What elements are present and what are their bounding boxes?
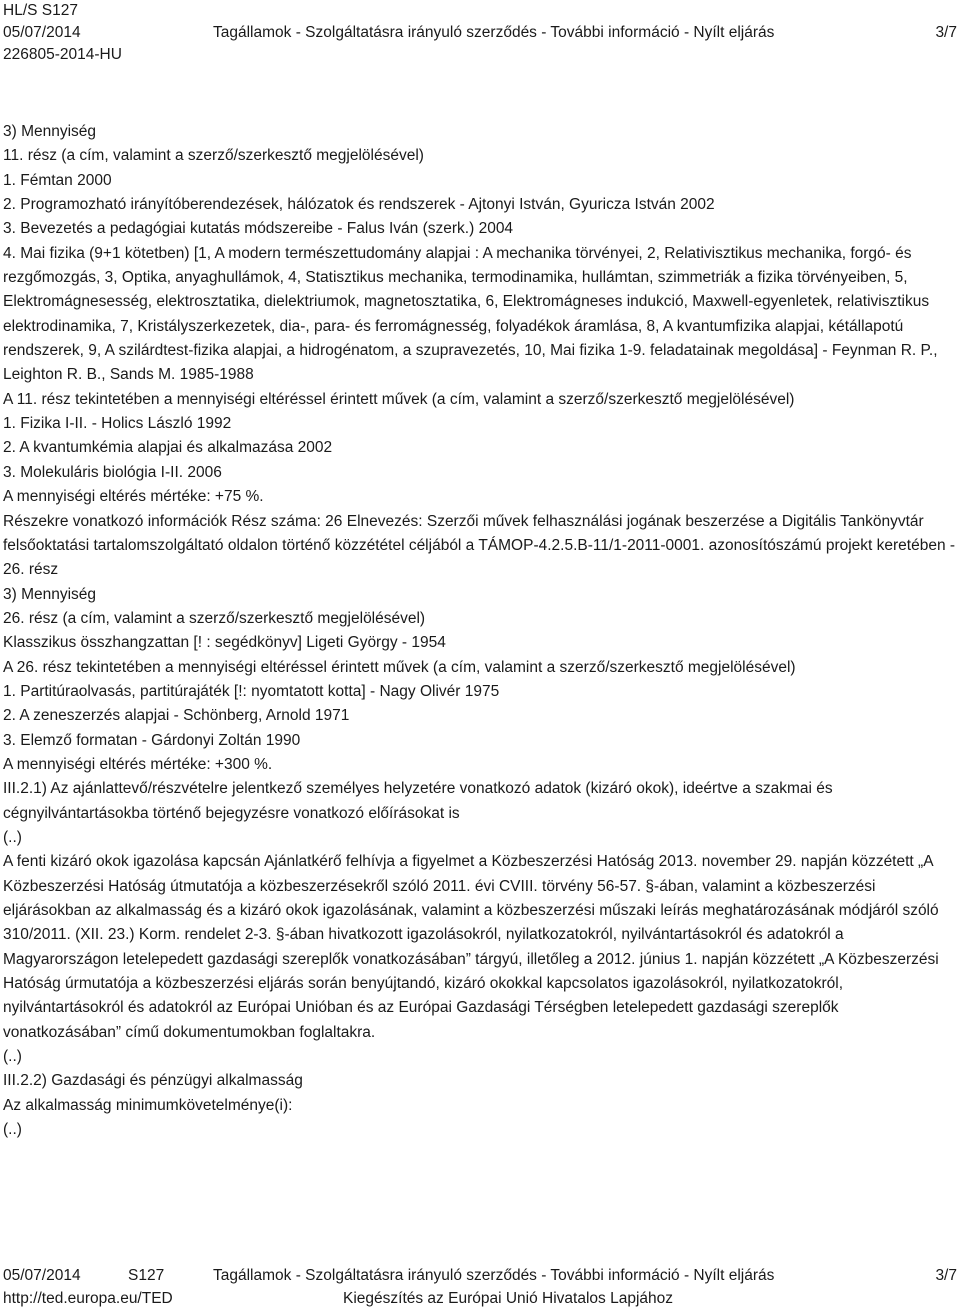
- header-line-3: [3, 44, 957, 66]
- paragraph: (..): [3, 828, 22, 846]
- paragraph: 2. Programozható irányítóberendezések, hálózatok és rendszerek - Ajtonyi István, Gyuricza István 2002: [3, 196, 715, 214]
- paragraph: 1. Fizika I-II. - Holics László 1992: [3, 415, 232, 433]
- footer-url: http://ted.europa.eu/TED: [3, 1290, 173, 1307]
- document-body: [3, 120, 957, 1142]
- paragraph: 3. Bevezetés a pedagógiai kutatás módszereibe - Falus Iván (szerk.) 2004: [3, 220, 514, 238]
- footer-publisher: Kiegészítés az Európai Unió Hivatalos Lapjához: [343, 1290, 673, 1307]
- paragraph: A 26. rész tekintetében a mennyiségi eltéréssel érintett művek (a cím, valamint a szerző/szerkesztő megjelölésével): [3, 658, 796, 676]
- paragraph: (..): [3, 1048, 22, 1066]
- paragraph: 26. rész (a cím, valamint a szerző/szerkesztő megjelölésével): [3, 609, 426, 627]
- paragraph: 3) Mennyiség: [3, 123, 97, 140]
- footer-line-1: [3, 1264, 957, 1287]
- header-line-1: [3, 0, 957, 22]
- paragraph: A fenti kizáró okok igazolása kapcsán Ajánlatkérő felhívja a figyelmet a Közbeszerzési Hatóság 2013. november 29. napján közzétett „A Közbeszerzési Hatóság útmutatója a közbeszerzésekről szóló 2011. évi CVIII. törvény 56-57. §-ában, valamint a közbeszerzési eljárásokban az alkalmasság és a kizáró okok igazolásának, valamint a közbeszerzési műszaki leírás meghatározásának módjáról szóló 310/2011. (XII. 23.) Korm. rendelet 2-3. §-ában hivatkozott igazolásokról, nyilatkozatokról, nyilvántartásokról és adatokról a Magyarországon letelepedett gazdasági szereplők vonatkozásában” tárgyú, illetőleg a 2012. június 1. napján közzétett „A Közbeszerzési Hatóság úrmutatója a közbeszerzési eljárás során benyújtandó, kizáró okokkal kapcsolatos igazolásokról, nyilatkozatokról, nyilvántartásokról és adatokról az Európai Unióban és az Európai Gazdasági Térségben letelepedett gazdasági szereplők vonatkozásában” című dokumentumokban foglaltakra.: [3, 853, 939, 1041]
- header-line-2: [3, 22, 957, 44]
- paragraph: Klasszikus összhangzattan [! : segédkönyv] Ligeti György - 1954: [3, 634, 446, 652]
- paragraph: A 11. rész tekintetében a mennyiségi eltéréssel érintett művek (a cím, valamint a szerző/szerkesztő megjelölésével): [3, 390, 795, 408]
- footer-date: 05/07/2014: [3, 1267, 81, 1284]
- page-header: [3, 0, 957, 66]
- footer-series: S127: [128, 1267, 165, 1284]
- paragraph: (..): [3, 1121, 22, 1139]
- header-date: 05/07/2014: [3, 24, 81, 41]
- page-footer: [3, 1264, 957, 1310]
- notice-id: 226805-2014-HU: [3, 46, 122, 63]
- footer-page-number: 3/7: [935, 1267, 957, 1284]
- paragraph: A mennyiségi eltérés mértéke: +75 %.: [3, 488, 264, 506]
- paragraph: 2. A kvantumkémia alapjai és alkalmazása 2002: [3, 439, 333, 457]
- header-page-number: 3/7: [935, 24, 957, 41]
- doc-code: HL/S S127: [3, 2, 78, 19]
- paragraph: A mennyiségi eltérés mértéke: +300 %.: [3, 755, 273, 773]
- paragraph: 3. Elemző formatan - Gárdonyi Zoltán 1990: [3, 731, 301, 749]
- paragraph: Részekre vonatkozó információk Rész száma: 26 Elnevezés: Szerzői művek felhasználási jogának beszerzése a Digitális Tankönyvtár felsőoktatási tartalomszolgáltató oldalon történő közzététel céljából a TÁMOP-4.2.5.B-11/1-2011-0001. azonosítószámú projekt keretében - 26. rész: [3, 512, 956, 579]
- paragraph: III.2.1) Az ajánlattevő/részvételre jelentkező személyes helyzetére vonatkozó adatok (kizáró okok), ideértve a szakmai és cégnyilvántartásokba történő bejegyzésre vonatkozó előírásokat is: [3, 780, 833, 822]
- paragraph: 1. Fémtan 2000: [3, 171, 112, 189]
- paragraph: 11. rész (a cím, valamint a szerző/szerkesztő megjelölésével): [3, 147, 424, 165]
- paragraph: 4. Mai fizika (9+1 kötetben) [1, A modern természettudomány alapjai : A mechanika törvényei, 2, Relativisztikus mechanika, forgó- és rezgőmozgás, 3, Optika, anyaghullámok, 4, Statisztikus mechanika, termodinamika, hullámtan, szimmetriák a fizika törvényeiben, 5, Elektromágnesesség, elektrosztatika, dielektriumok, magnetosztatika, 6, Elektromágneses indukció, Maxwell-egyenletek, relativisztikus elektrodinamika, 7, Kristályszerkezetek, dia-, para- és ferromágnesség, folyadékok áramlása, 8, A kvantumfizika alapjai, kétállapotú rendszerek, 9, A szilárdtest-fizika alapjai, a hidrogénatom, a szupravezetés, 10, Mai fizika 1-9. feladatainak megoldása] - Feynman R. P., Leighton R. B., Sands M. 1985-1988: [3, 244, 938, 384]
- paragraph: 3) Mennyiség: [3, 585, 97, 603]
- paragraph: 3. Molekuláris biológia I-II. 2006: [3, 463, 222, 481]
- footer-notice-title: Tagállamok - Szolgáltatásra irányuló szerződés - További információ - Nyílt eljárás: [213, 1267, 775, 1284]
- footer-line-2: [3, 1287, 957, 1310]
- paragraph: 1. Partitúraolvasás, partitúrajáték [!: nyomtatott kotta] - Nagy Olivér 1975: [3, 682, 500, 700]
- paragraph: 2. A zeneszerzés alapjai - Schönberg, Arnold 1971: [3, 707, 350, 725]
- paragraph: Az alkalmasság minimumkövetelménye(i):: [3, 1096, 293, 1114]
- header-notice-title: Tagállamok - Szolgáltatásra irányuló szerződés - További információ - Nyílt eljárás: [213, 24, 775, 41]
- paragraph: III.2.2) Gazdasági és pénzügyi alkalmasság: [3, 1072, 303, 1090]
